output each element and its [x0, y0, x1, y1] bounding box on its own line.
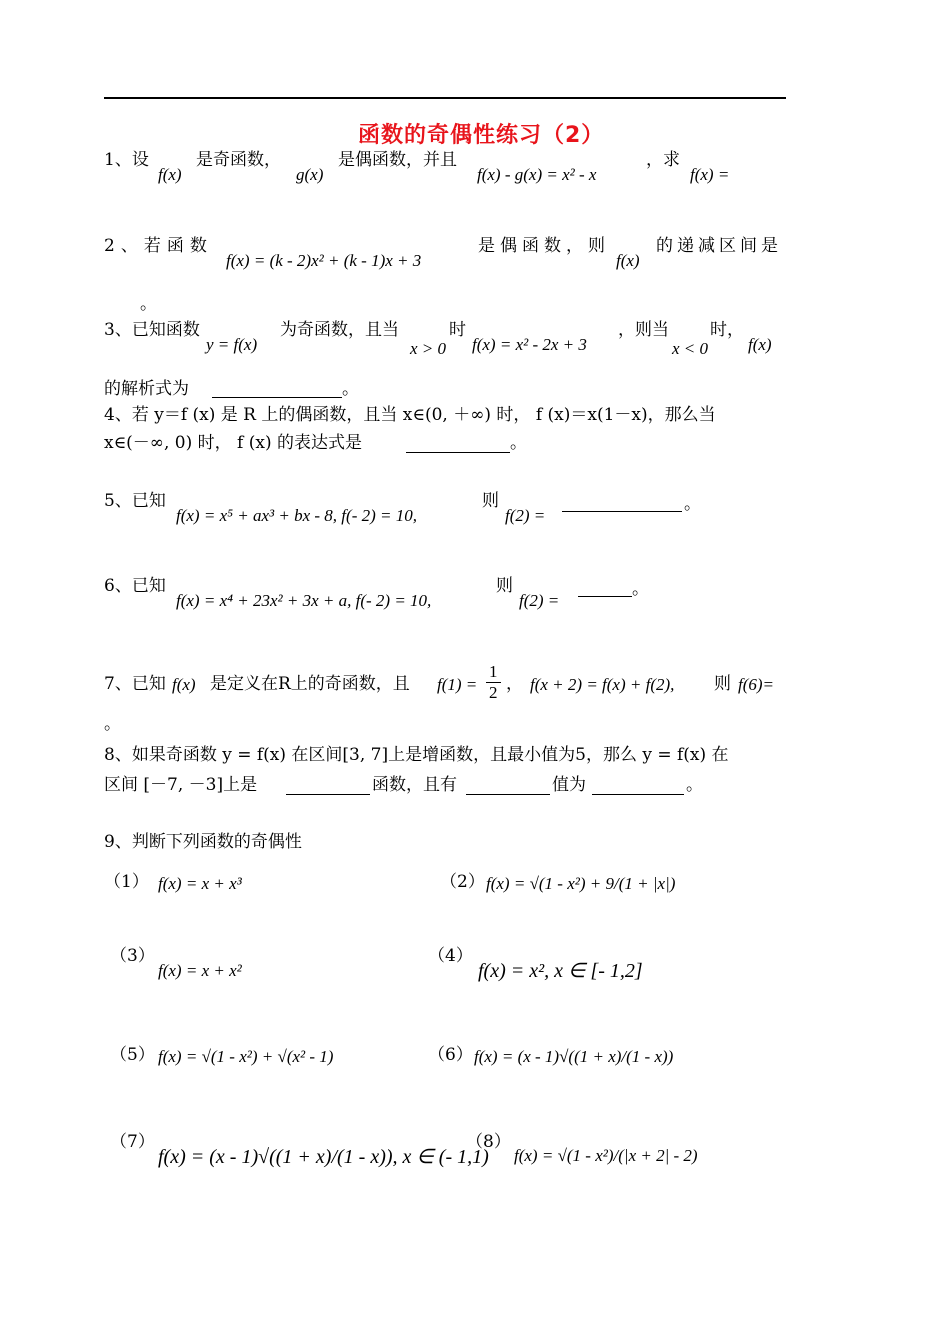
q9-item-1-label: （1） — [104, 872, 149, 892]
q7-end: 。 — [104, 714, 121, 734]
q8-blank-1 — [286, 793, 370, 795]
q9-item-2-expr: f(x) = √(1 - x²) + 9/(1 + |x|) — [486, 874, 676, 893]
q8-text-d: 。 — [686, 775, 703, 795]
q1-text-c: 是偶函数，并且 — [338, 150, 457, 170]
q3-f: f(x) — [748, 335, 772, 354]
q5-text-a: 5、已知 — [104, 491, 166, 511]
q8-blank-2 — [466, 793, 550, 795]
q9-item-4-expr: f(x) = x², x ∈ [- 1,2] — [478, 960, 643, 982]
q5-answer-blank — [562, 510, 682, 512]
q2-text-b: 是偶函数，则 — [478, 236, 610, 256]
q3-text-e: 时， — [710, 320, 744, 340]
q7-fraction-denominator: 2 — [489, 682, 498, 702]
q9-item-6-label: （6） — [428, 1045, 473, 1065]
q5-text-d: 。 — [684, 494, 701, 514]
q1-text-b: 是奇函数， — [196, 150, 281, 170]
q6-answer-blank — [578, 595, 632, 597]
q6-text-b: 则 — [496, 576, 513, 596]
q5-text-b: 则 — [482, 491, 499, 511]
header-rule — [104, 97, 786, 99]
q1-f: f(x) — [158, 165, 182, 184]
q9-item-8-label: （8） — [466, 1132, 511, 1152]
q7-text-c: ， — [506, 674, 523, 694]
q4-answer-blank — [406, 451, 510, 453]
q3-text-a: 3、已知函数 — [104, 320, 200, 340]
q1-text-a: 1、设 — [104, 150, 149, 170]
q2-f: f(x) — [616, 251, 640, 270]
q3-line2-b: 。 — [342, 379, 359, 399]
q2-equation: f(x) = (k - 2)x² + (k - 1)x + 3 — [226, 251, 422, 270]
q1-answer-prefix: f(x) = — [690, 165, 730, 184]
q7-text-b: 是定义在R上的奇函数，且 — [210, 674, 410, 694]
q3-eq2: f(x) = x² - 2x + 3 — [472, 335, 587, 354]
q2-text-c: 的递减区间是 — [656, 236, 782, 256]
q5-answer-prefix: f(2) = — [505, 506, 546, 525]
q5-equation: f(x) = x⁵ + ax³ + bx - 8, f(- 2) = 10, — [176, 506, 417, 525]
q3-cond2: x < 0 — [672, 339, 709, 358]
q9-item-8-expr: f(x) = √(1 - x²)/(|x + 2| - 2) — [514, 1146, 698, 1165]
q9-item-2-label: （2） — [440, 872, 485, 892]
q4-line2-a: x∈(－∞, 0) 时， f (x) 的表达式是 — [104, 433, 362, 453]
q3-cond1: x > 0 — [410, 339, 447, 358]
q3-text-b: 为奇函数，且当 — [280, 320, 399, 340]
q7-fraction — [486, 662, 501, 702]
q9-item-5-label: （5） — [110, 1045, 155, 1065]
q4-line2-b: 。 — [510, 433, 527, 453]
q1-text-d: ，求 — [646, 150, 680, 170]
q8-text-c: 值为 — [552, 775, 586, 795]
q7-f: f(x) — [172, 675, 196, 694]
q7-fraction-numerator: 1 — [486, 662, 501, 683]
q2-text-d: 。 — [140, 294, 157, 314]
q3-answer-blank — [212, 396, 342, 398]
q9-item-1-expr: f(x) = x + x³ — [158, 874, 242, 893]
q3-text-c: 时 — [449, 320, 466, 340]
q9-item-4-label: （4） — [428, 946, 473, 966]
page-title: 函数的奇偶性练习（2） — [358, 123, 605, 148]
q3-eq1: y = f(x) — [206, 335, 258, 354]
q8-line1: 8、如果奇函数 y = f(x) 在区间[3, 7]上是增函数，且最小值为5，那么 y = f(x) 在 — [104, 745, 729, 765]
q1-g: g(x) — [296, 165, 324, 184]
q6-equation: f(x) = x⁴ + 23x² + 3x + a, f(- 2) = 10, — [176, 591, 432, 610]
q9-item-3-expr: f(x) = x + x² — [158, 961, 242, 980]
q6-answer-prefix: f(2) = — [519, 591, 560, 610]
q9-item-7-label: （7） — [110, 1132, 155, 1152]
q6-text-d: 。 — [632, 579, 649, 599]
q4-line1: 4、若 y＝f (x) 是 R 上的偶函数，且当 x∈(0, ＋∞) 时， f (x)＝x(1－x)，那么当 — [104, 405, 716, 425]
q2-text-a: 2、若函数 — [104, 236, 213, 256]
q1-equation: f(x) - g(x) = x² - x — [477, 165, 597, 184]
q3-text-d: ，则当 — [618, 320, 669, 340]
q9-heading: 9、判断下列函数的奇偶性 — [104, 832, 302, 852]
q7-eq2: f(x + 2) = f(x) + f(2), — [530, 675, 675, 694]
q6-text-a: 6、已知 — [104, 576, 166, 596]
q7-text-d: 则 — [714, 674, 731, 694]
q3-line2-a: 的解析式为 — [104, 379, 189, 399]
q7-answer-prefix: f(6)= — [738, 675, 775, 694]
q8-text-a: 区间 [－7, －3]上是 — [104, 775, 258, 795]
q9-item-7-expr: f(x) = (x - 1)√((1 + x)/(1 - x)), x ∈ (- 1,1) — [158, 1146, 489, 1168]
q7-eq1: f(1) = — [437, 675, 478, 694]
q9-item-3-label: （3） — [110, 946, 155, 966]
q8-blank-3 — [592, 793, 684, 795]
q8-text-b: 函数，且有 — [372, 775, 457, 795]
q9-item-6-expr: f(x) = (x - 1)√((1 + x)/(1 - x)) — [474, 1047, 674, 1066]
q7-text-a: 7、已知 — [104, 674, 166, 694]
q9-item-5-expr: f(x) = √(1 - x²) + √(x² - 1) — [158, 1047, 334, 1066]
